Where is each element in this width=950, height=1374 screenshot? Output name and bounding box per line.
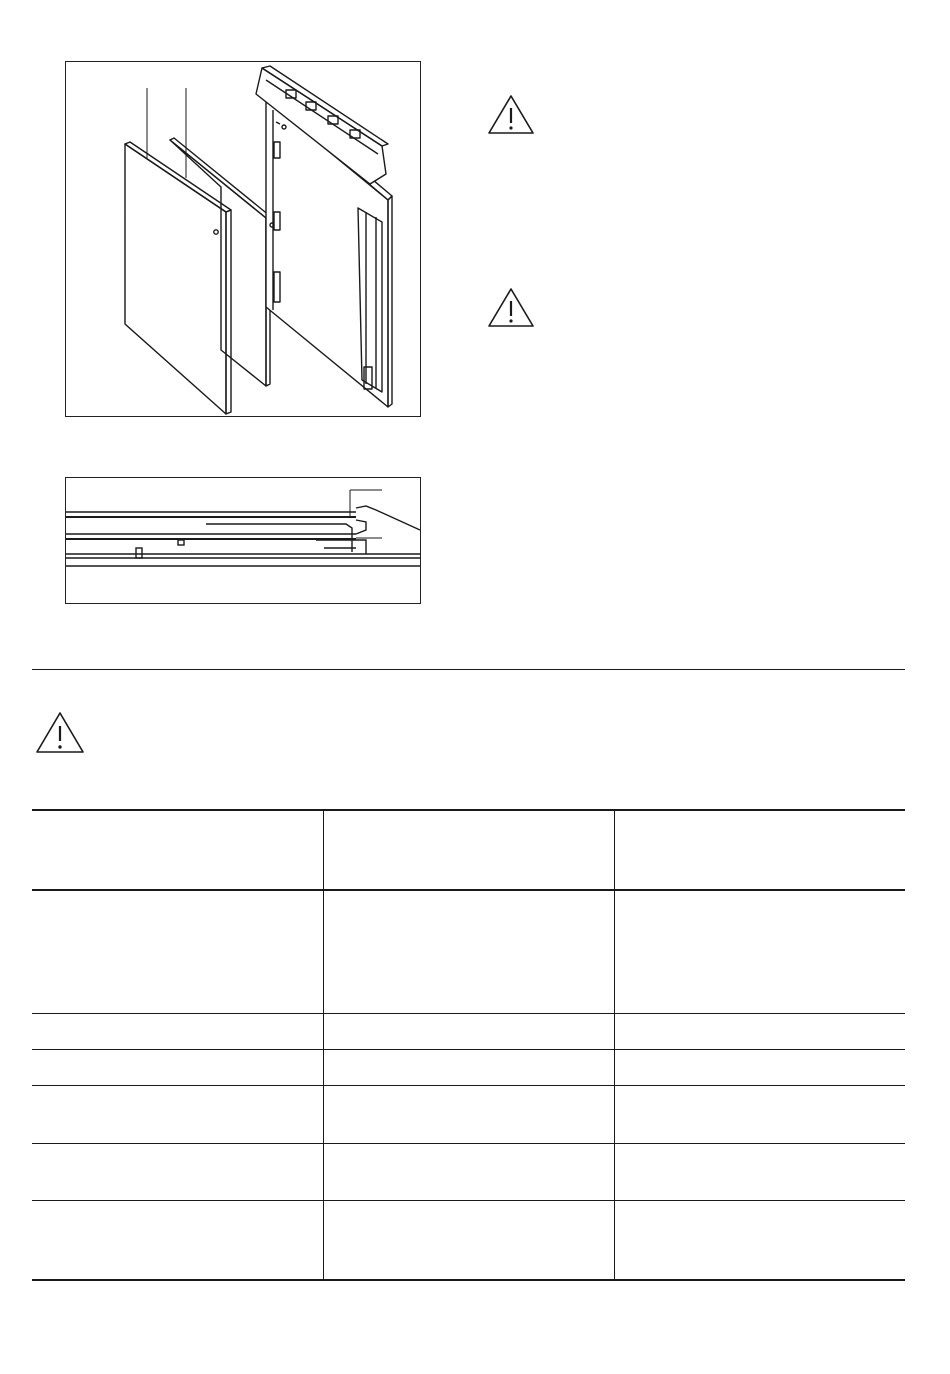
table-row <box>32 1200 905 1201</box>
warning-triangle-icon <box>487 286 535 333</box>
table-row <box>32 1085 905 1086</box>
table-column-divider <box>614 809 615 1279</box>
table-row <box>32 1013 905 1014</box>
door-glass-section-figure <box>65 477 421 604</box>
door-glass-panels-figure <box>65 61 421 417</box>
table-bottom-border <box>32 1279 905 1281</box>
door-section-drawing <box>66 478 420 603</box>
section-divider <box>32 669 905 670</box>
table-row <box>32 1143 905 1144</box>
table-header-border <box>32 889 905 891</box>
table-row <box>32 1049 905 1050</box>
troubleshooting-table <box>32 809 905 1281</box>
door-exploded-drawing <box>66 62 420 416</box>
warning-triangle-icon <box>35 710 85 759</box>
warning-triangle-icon <box>487 93 535 140</box>
table-column-divider <box>323 809 324 1279</box>
table-top-border <box>32 809 905 811</box>
